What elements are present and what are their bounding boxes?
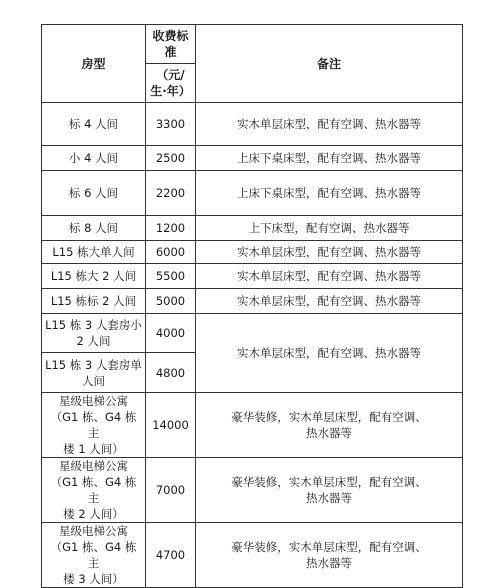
fee-cell: 3300 (146, 103, 196, 146)
header-fee-unit (146, 64, 196, 103)
note-line: 热水器等 (306, 491, 352, 505)
fee-cell: 1200 (146, 216, 196, 241)
room-type-cell: 标 8 人间 (42, 216, 146, 241)
note-cell: 实木单层床型，配有空调、热水器等 (196, 289, 463, 314)
note-line: 热水器等 (306, 556, 352, 570)
table-row (42, 523, 463, 588)
table-row (42, 264, 463, 289)
room-type-line: （G1 栋、G4 栋主 (50, 540, 137, 570)
room-type-cell (42, 523, 146, 588)
header-fee-line1: 收费标 (152, 29, 189, 43)
note-cell: 上床下桌床型，配有空调、热水器等 (196, 171, 463, 216)
room-type-cell (42, 393, 146, 458)
header-fee-unit-line1: （元/ (156, 68, 185, 82)
room-type-line: 星级电梯公寓 (59, 459, 128, 473)
header-fee-line2: 准 (164, 45, 177, 59)
note-cell: 实木单层床型，配有空调、热水器等 (196, 103, 463, 146)
note-cell-merged: 实木单层床型，配有空调、热水器等 (196, 314, 463, 393)
table-row (42, 103, 463, 146)
room-type-line: 楼 3 人间） (63, 572, 124, 586)
dorm-fee-table (41, 24, 463, 588)
table-row (42, 241, 463, 264)
fee-cell: 4800 (146, 353, 196, 393)
room-type-cell: L15 栋标 2 人间 (42, 289, 146, 314)
note-cell: 实木单层床型，配有空调、热水器等 (196, 264, 463, 289)
header-row (42, 25, 463, 64)
note-cell (196, 523, 463, 588)
note-cell: 上床下桌床型，配有空调、热水器等 (196, 146, 463, 171)
table-row (42, 216, 463, 241)
header-room-type: 房型 (42, 25, 146, 103)
table-row (42, 393, 463, 458)
room-type-cell (42, 314, 146, 353)
fee-cell: 4700 (146, 523, 196, 588)
room-type-cell: 标 4 人间 (42, 103, 146, 146)
fee-cell: 5500 (146, 264, 196, 289)
room-type-cell (42, 353, 146, 393)
note-line: 豪华装修，实木单层床型，配有空调、 (231, 410, 427, 424)
room-type-cell: L15 栋大 2 人间 (42, 264, 146, 289)
fee-cell: 4000 (146, 314, 196, 353)
note-line: 热水器等 (306, 426, 352, 440)
note-cell (196, 458, 463, 523)
note-line: 豪华装修，实木单层床型，配有空调、 (231, 475, 427, 489)
fee-cell: 6000 (146, 241, 196, 264)
table-row (42, 289, 463, 314)
room-type-line: 楼 2 人间） (63, 507, 124, 521)
room-type-line: （G1 栋、G4 栋主 (50, 410, 137, 440)
room-type-line: L15 栋 3 人套房单 (45, 357, 142, 372)
table-row (42, 458, 463, 523)
fee-cell: 7000 (146, 458, 196, 523)
room-type-line: 楼 1 人间） (63, 442, 124, 456)
table-row (42, 314, 463, 353)
header-fee-unit-line2: 生·年） (150, 84, 191, 98)
room-type-line: 2 人间 (76, 334, 111, 348)
note-cell: 上下床型，配有空调、热水器等 (196, 216, 463, 241)
room-type-line: 星级电梯公寓 (59, 524, 128, 538)
note-cell (196, 393, 463, 458)
header-fee (146, 25, 196, 64)
room-type-line: 人间 (82, 373, 105, 388)
table-row (42, 171, 463, 216)
room-type-cell: 小 4 人间 (42, 146, 146, 171)
table-row (42, 146, 463, 171)
room-type-line: （G1 栋、G4 栋主 (50, 475, 137, 505)
room-type-cell: L15 栋大单人间 (42, 241, 146, 264)
note-line: 豪华装修，实木单层床型，配有空调、 (231, 540, 427, 554)
room-type-cell: 标 6 人间 (42, 171, 146, 216)
fee-cell: 14000 (146, 393, 196, 458)
room-type-cell (42, 458, 146, 523)
note-cell: 实木单层床型，配有空调、热水器等 (196, 241, 463, 264)
fee-cell: 2200 (146, 171, 196, 216)
header-notes: 备注 (196, 25, 463, 103)
room-type-line: 星级电梯公寓 (59, 394, 128, 408)
fee-cell: 5000 (146, 289, 196, 314)
fee-cell: 2500 (146, 146, 196, 171)
room-type-line: L15 栋 3 人套房小 (45, 318, 142, 332)
